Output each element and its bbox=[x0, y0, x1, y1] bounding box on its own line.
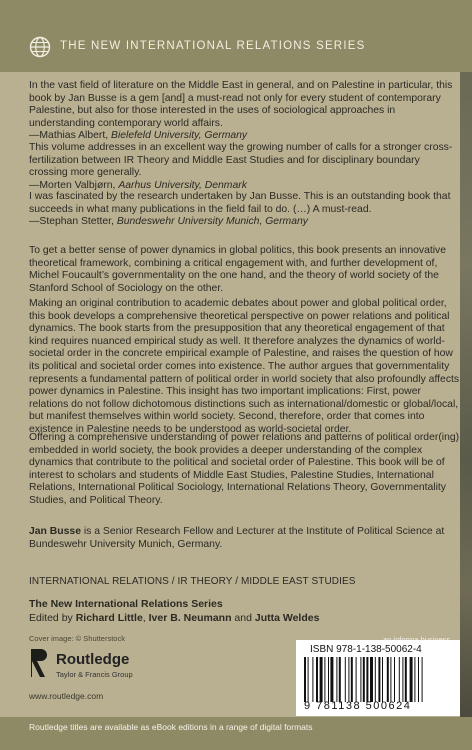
barcode-stripe bbox=[348, 657, 349, 702]
barcode-stripe bbox=[336, 657, 337, 702]
quote-affiliation: Aarhus University, Denmark bbox=[118, 179, 247, 191]
barcode-stripe bbox=[410, 657, 413, 702]
barcode-stripe bbox=[330, 657, 333, 702]
barcode-stripe bbox=[422, 657, 423, 702]
series-info bbox=[29, 597, 319, 625]
ebook-note: Routledge titles are available as eBook editions in a range of digital formats bbox=[29, 722, 313, 732]
quote-author: —Morten Valbjørn, bbox=[29, 179, 119, 191]
barcode-stripe bbox=[399, 657, 400, 702]
description-text: To get a better sense of power dynamics in global politics, this book presents an innovative theoretical framework, combining a critical engagement with, and further development of, Michel Foucault’s governmentality on the one hand, and the theory of world society of the Stanford School of Sociology on the other. bbox=[29, 245, 447, 294]
subject-categories: INTERNATIONAL RELATIONS / IR THEORY / MIDDLE EAST STUDIES bbox=[29, 576, 356, 587]
barcode-stripe bbox=[387, 657, 389, 702]
quote-affiliation: Bielefeld University, Germany bbox=[111, 130, 248, 142]
barcode-stripe bbox=[320, 657, 323, 702]
globe-icon bbox=[29, 36, 51, 58]
isbn-label: ISBN 978-1-138-50062-4 bbox=[310, 644, 422, 655]
barcode-stripe bbox=[312, 657, 313, 702]
barcode-digits: 9 781138 500624 bbox=[304, 700, 412, 712]
separator: , bbox=[142, 612, 149, 624]
barcode-stripe bbox=[382, 657, 383, 702]
publisher-name: Routledge bbox=[56, 651, 130, 668]
barcode-stripe bbox=[363, 657, 365, 702]
barcode-stripe bbox=[390, 657, 391, 702]
barcode-stripe bbox=[328, 657, 329, 702]
front-cover-edge bbox=[460, 72, 472, 717]
endorsement-quote bbox=[29, 80, 461, 143]
barcode-stripe bbox=[345, 657, 346, 702]
author-bio bbox=[29, 526, 461, 551]
series-editors bbox=[29, 611, 319, 625]
description-paragraph bbox=[29, 245, 461, 295]
author-name: Jan Busse bbox=[29, 526, 81, 537]
quote-affiliation: Bundeswehr University Munich, Germany bbox=[116, 216, 308, 228]
footer-bar bbox=[0, 717, 472, 750]
barcode-stripe bbox=[405, 657, 407, 702]
barcode-stripe bbox=[370, 657, 373, 702]
barcode-stripe bbox=[351, 657, 353, 702]
publisher-website: www.routledge.com bbox=[29, 691, 104, 701]
description-text: Making an original contribution to academic debates about power and global political order, this book develops a comprehensive theoretical perspective on power relations and political dynamics. The book starts from the presupposition that any theoretical engagement of that kind requires nuanced empirical study as well. It therefore analyzes the dynamics of world-societal order in the concrete empirical example of Palestine, and raises the question of how its political and societal order comes into existence. The author argues that governmentality represents a fundamental pattern of political order in world society that also profoundly affects power dynamics in Palestine. This insight has two important implications: First, power relations do not follow dichotomous distinctions such as international/domestic or global/local, but manifest themselves within world society. Second, therefore, order that comes into existence in Palestine needs to be understood as world-societal order. bbox=[29, 298, 460, 435]
barcode-stripe bbox=[418, 657, 419, 702]
barcode-stripe bbox=[378, 657, 380, 702]
barcode-stripe bbox=[366, 657, 368, 702]
series-name: The New International Relations Series bbox=[29, 598, 223, 610]
barcode-stripe bbox=[308, 657, 309, 702]
quote-author: —Stephan Stetter, bbox=[29, 216, 117, 228]
cover-image-credit: Cover image: © Shutterstock bbox=[29, 634, 125, 643]
endorsement-quote bbox=[29, 142, 461, 192]
publisher-group: Taylor & Francis Group bbox=[56, 670, 133, 679]
barcode-stripe bbox=[375, 657, 376, 702]
endorsement-quote bbox=[29, 191, 461, 229]
editor-name: Richard Little bbox=[75, 612, 143, 624]
routledge-logo bbox=[29, 648, 144, 688]
quote-text: In the vast field of literature on the Middle East in general, and on Palestine in particular, this book by Jan Busse is a gem [and] a must-read not only for every student of contemporary Palestine, but also for those interested in the uses of sociological approaches in understanding contemporary world affairs. bbox=[29, 80, 453, 129]
separator: and bbox=[231, 612, 255, 624]
barcode-stripe bbox=[356, 657, 357, 702]
quote-text: I was fascinated by the research undertaken by Jan Busse. This is an outstanding book that succeeds in what many publications in the field fail to do. (…) A must-read. bbox=[29, 191, 451, 215]
series-title: THE NEW INTERNATIONAL RELATIONS SERIES bbox=[60, 40, 366, 52]
barcode-stripe bbox=[394, 657, 395, 702]
editor-name: Iver B. Neumann bbox=[148, 612, 232, 624]
barcode-stripe bbox=[304, 657, 306, 702]
barcode-stripe bbox=[360, 657, 361, 702]
description-paragraph bbox=[29, 432, 461, 508]
description-text: Offering a comprehensive understanding of power relations and patterns of political order(ing) embedded in world society, the book provides a deeper understanding of the complex dynamics that contribute to the political and societal order of Palestine. This book will be of interest to scholars and students of Middle East Studies, Palestine Studies, International Relations, International Political Sociology, International Relations Theory, Governmentality Studies, and Political Theory. bbox=[29, 432, 460, 506]
quote-attribution bbox=[29, 216, 461, 229]
editor-name: Jutta Weldes bbox=[254, 612, 320, 624]
edited-by-label: Edited by bbox=[29, 612, 76, 624]
barcode-panel bbox=[296, 640, 460, 716]
barcode-stripe bbox=[402, 657, 403, 702]
barcode-icon bbox=[304, 657, 454, 702]
barcode-stripe bbox=[324, 657, 325, 702]
quote-text: This volume addresses in an excellent way the growing number of calls for a stronger cross-fertilization between IR Theory and Middle East Studies and for disciplinary boundary crossing more generally. bbox=[29, 142, 453, 179]
author-bio-text: is a Senior Research Fellow and Lecturer at the Institute of Political Science at Bundeswehr University Munich, Germany. bbox=[29, 526, 445, 550]
routledge-mark-icon bbox=[29, 648, 49, 678]
series-header-bar bbox=[0, 0, 472, 72]
quote-author: —Mathias Albert, bbox=[29, 130, 112, 142]
barcode-stripe bbox=[316, 657, 318, 702]
barcode-stripe bbox=[339, 657, 341, 702]
barcode-stripe bbox=[414, 657, 415, 702]
description-paragraph bbox=[29, 298, 461, 437]
